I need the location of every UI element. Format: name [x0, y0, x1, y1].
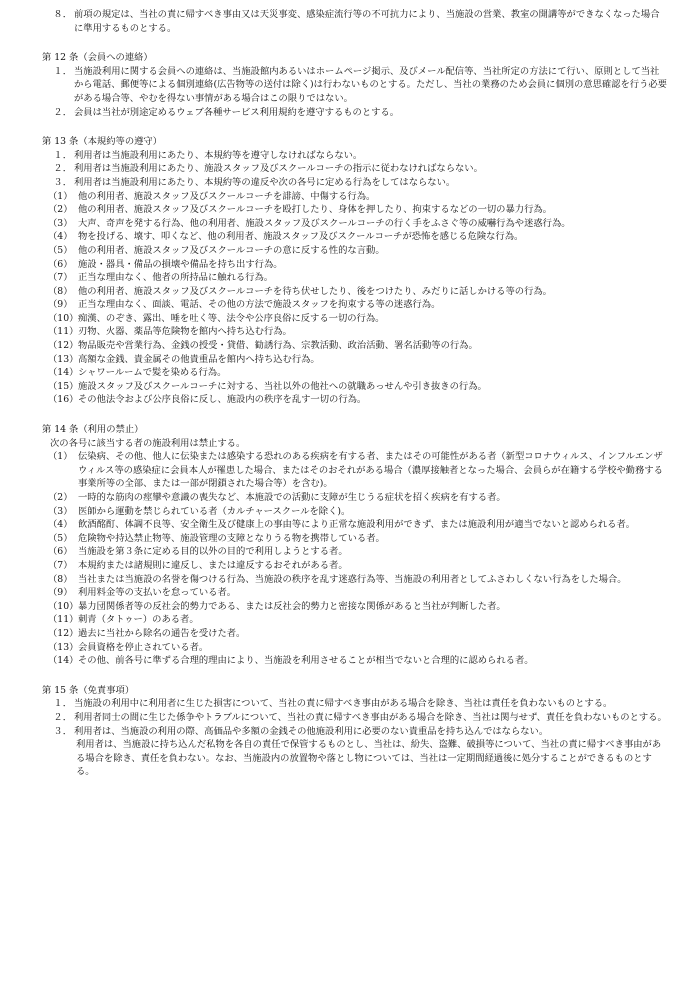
clause-number: ２．	[53, 711, 72, 723]
subclause	[42, 586, 668, 600]
subclause	[42, 298, 668, 312]
subclause	[42, 450, 668, 491]
subclause	[42, 339, 668, 353]
subclause-number: （7）	[48, 559, 73, 571]
subclause-number: （3）	[48, 505, 73, 517]
subclause-number: （15）	[48, 380, 79, 392]
subclause-text: 施設・器具・備品の損壊や備品を持ち出す行為。	[78, 258, 283, 270]
subclause-number: （9）	[48, 299, 73, 311]
subclause-text: 他の利用者、施設スタッフ及びスクールコーチを誹謗、中傷する行為。	[78, 190, 376, 202]
subclause-number: （10）	[48, 312, 79, 324]
clause-number: ２．	[53, 106, 72, 118]
subclause-number: （3）	[48, 217, 73, 229]
subclause	[42, 203, 668, 217]
subclause	[42, 613, 668, 627]
subclause	[42, 491, 668, 505]
subclause	[42, 627, 668, 641]
subclause-number: （6）	[48, 258, 73, 270]
clause-text: 当施設の利用中に利用者に生じた損害について、当社の責に帰すべき事由がある場合を除き、当社は責任を負わないものとする。	[74, 698, 613, 710]
subclause	[42, 505, 668, 519]
subclause-number: （14）	[48, 367, 79, 379]
clause-text: 会員は当社が別途定めるウェブ各種サービス利用規約を遵守するものとする。	[74, 106, 400, 118]
subclause-number: （13）	[48, 641, 79, 653]
subclause-number: （5）	[48, 244, 73, 256]
subclause-text: 一時的な筋肉の痙攣や意識の喪失など、本施設での活動に支障が生じうる症状を招く疾病を有する者。	[78, 492, 506, 503]
subclause-text: 医師から運動を禁じられている者（カルチャースクールを除く)。	[78, 505, 351, 517]
subclause-text: 正当な理由なく、面談、電話、その他の方法で施設スタッフを拘束する等の迷惑行為。	[78, 299, 441, 311]
clause-number: １．	[53, 149, 72, 161]
clause-number: ２．	[53, 163, 72, 175]
subclause	[42, 518, 668, 532]
subclause-number: （2）	[48, 204, 73, 216]
clause	[42, 162, 668, 176]
subclause-text: 施設スタッフ及びスクールコーチに対する、当社以外の他社への就職あっせんや引き抜きの行為。	[78, 380, 487, 392]
subclause	[42, 325, 668, 339]
subclause	[42, 258, 668, 272]
clause	[42, 725, 668, 739]
subclause-number: （12）	[48, 340, 79, 352]
clause-text: 利用者は当施設利用にあたり、本規約等の違反や次の各号に定める行為をしてはならない。	[74, 176, 456, 188]
clause-continuation: 利用者は、当施設に持ち込んだ私物を各自の責任で保管するものとし、当社は、紛失、盗難、破損等について、当社の責に帰すべき事由がある場合を除き、責任を負わない。なお、当施設内の放置物や落とし物については、当社は一定期間経過後に処分することができるものとする。	[76, 739, 662, 778]
subclause-number: （2）	[48, 492, 73, 503]
clause	[42, 697, 668, 711]
subclause-text: 物を投げる、壊す、叩くなど、他の利用者、施設スタッフ及びスクールコーチが恐怖を感じる危険な行為。	[78, 231, 524, 243]
article-14	[42, 423, 668, 668]
subclause-number: （12）	[48, 627, 79, 639]
subclause-number: （11）	[48, 326, 79, 338]
subclause-number: （4）	[48, 519, 73, 531]
clause	[42, 8, 668, 35]
subclause	[42, 600, 668, 614]
subclause	[42, 393, 668, 407]
subclause-text: 他の利用者、施設スタッフ及びスクールコーチを待ち伏せしたり、後をつけたり、みだりに話しかける等の行為。	[78, 285, 552, 297]
subclause-number: （11）	[48, 614, 79, 626]
subclause	[42, 366, 668, 380]
subclause	[42, 532, 668, 546]
article-13	[42, 135, 668, 407]
subclause-text: その他、前各号に準ずる合理的理由により、当施設を利用させることが相当でないと合理的に認められる者。	[78, 655, 534, 667]
clause	[42, 149, 668, 163]
subclause-text: 過去に当社から除名の通告を受けた者。	[78, 627, 246, 639]
clause-number: １．	[53, 65, 72, 77]
subclause-number: （10）	[48, 600, 79, 612]
clause-text: 利用者は当施設利用にあたり、施設スタッフ及びスクールコーチの指示に従わなければならない。	[74, 163, 483, 175]
subclause-number: （4）	[48, 231, 73, 243]
subclause-text: 当社または当施設の名誉を傷つける行為、当施設の秩序を乱す迷惑行為等、当施設の利用者としてふさわしくない行為をした場合。	[78, 573, 627, 585]
subclause-number: （1）	[48, 190, 73, 202]
subclause-text: 暴力団関係者等の反社会的勢力である、または反社会的勢力と密接な関係があると当社が判断した者。	[78, 600, 506, 612]
subclause	[42, 190, 668, 204]
subclause-number: （1）	[48, 451, 73, 463]
clause-number: ８．	[53, 9, 72, 20]
subclause-text: 刺青（タトゥー）のある者。	[78, 614, 199, 626]
article-13-title: 第 13 条（本規約等の遵守）	[42, 136, 163, 148]
clause-text: 当施設利用に関する会員への連絡は、当施設館内あるいはホームページ掲示、及びメール配信等、当社所定の方法にて行い、原則として当社から電話、郵便等による個別連絡(広告物等の送付は除く)は行わないものとする。ただし、当社の業務のため会員に個別の意思確認を行う必要がある場合等、やむを得ない事情がある場合はこの限りではない。	[74, 65, 667, 104]
subclause-text: 本規約または諸規則に違反し、または違反するおそれがある者。	[78, 559, 348, 571]
subclause-text: その他法令および公序良俗に反し、施設内の秩序を乱す一切の行為。	[78, 394, 367, 406]
clause	[42, 65, 668, 106]
article-14-title: 第 14 条（利用の禁止）	[42, 424, 144, 436]
subclause-text: 高額な金銭、貴金属その他貴重品を館内へ持ち込む行為。	[78, 353, 320, 365]
subclause	[42, 285, 668, 299]
subclause-text: 他の利用者、施設スタッフ及びスクールコーチの意に反する性的な言動。	[78, 244, 385, 256]
clause-number: ３．	[53, 176, 72, 188]
subclause	[42, 573, 668, 587]
subclause	[42, 217, 668, 231]
article-11-paragraph-8	[42, 8, 668, 35]
subclause	[42, 654, 668, 668]
article-15	[42, 684, 668, 779]
clause-text: 利用者同士の間に生じた係争やトラブルについて、当社の責に帰すべき事由がある場合を除き、当社は関与せず、責任を負わないものとする。	[74, 711, 667, 723]
subclause-text: 危険物や持込禁止物等、施設管理の支障となりうる物を携帯している者。	[78, 532, 385, 544]
subclause-number: （8）	[48, 573, 73, 585]
subclause-text: 痴漢、のぞき、露出、唾を吐く等、法令や公序良俗に反する一切の行為。	[78, 312, 385, 324]
clause-number: ３．	[53, 725, 72, 737]
clause-text: 利用者は当施設利用にあたり、本規約等を遵守しなければならない。	[74, 149, 363, 161]
subclause-text: 他の利用者、施設スタッフ及びスクールコーチを殴打したり、身体を押したり、拘束するなどの一切の暴力行為。	[78, 204, 552, 216]
subclause	[42, 353, 668, 367]
clause	[42, 176, 668, 190]
subclause-text: 当施設を第３条に定める目的以外の目的で利用しようとする者。	[78, 546, 348, 558]
subclause-number: （14）	[48, 655, 79, 667]
subclause-number: （8）	[48, 285, 73, 297]
subclause-text: 飲酒酩酊、体調不良等、安全衛生及び健康上の事由等により正常な施設利用ができず、または施設利用が適当でないと認められる者。	[78, 519, 636, 531]
subclause	[42, 244, 668, 258]
article-12	[42, 51, 668, 119]
subclause	[42, 380, 668, 394]
subclause-text: 正当な理由なく、他者の所持品に触れる行為。	[78, 272, 274, 284]
subclause-text: 会員資格を停止されている者。	[78, 641, 209, 653]
subclause-number: （9）	[48, 587, 73, 599]
subclause	[42, 545, 668, 559]
subclause	[42, 559, 668, 573]
subclause-text: 刃物、火器、薬品等危険物を館内へ持ち込む行為。	[78, 326, 292, 338]
clause	[42, 711, 668, 725]
subclause-text: 物品販売や営業行為、金銭の授受・貸借、勧誘行為、宗教活動、政治活動、署名活動等の行為。	[78, 340, 478, 352]
clause-number: １．	[53, 698, 72, 710]
subclause-number: （6）	[48, 546, 73, 558]
article-12-title: 第 12 条（会員への連絡）	[42, 52, 153, 64]
clause	[42, 106, 668, 120]
subclause	[42, 230, 668, 244]
clause-text: 前項の規定は、当社の責に帰すべき事由又は天災事変、感染症流行等の不可抗力により、当施設の営業、教室の開講等ができなくなった場合に準用するものとする。	[74, 9, 660, 34]
subclause-number: （5）	[48, 532, 73, 544]
article-14-lead: 次の各号に該当する者の施設利用は禁止する。	[50, 437, 246, 449]
subclause-number: （13）	[48, 353, 79, 365]
subclause-text: 大声、奇声を発する行為、他の利用者、施設スタッフ及びスクールコーチの行く手をふさぐ等の威嚇行為や迷惑行為。	[78, 217, 571, 229]
article-15-title: 第 15 条（免責事項）	[42, 684, 135, 696]
subclause	[42, 271, 668, 285]
subclause-text: 伝染病、その他、他人に伝染または感染する恐れのある疾病を有する者、またはその可能性がある者（新型コロナウィルス、インフルエンザウィルス等の感染症に会員本人が罹患した場合、またはそのおそれがある場合（濃厚接触者となった場合、会員らが在籍する学校や勤務する事業所等の全部、または一部が閉鎖された場合等）を含む)。	[78, 451, 663, 490]
subclause-number: （16）	[48, 394, 79, 406]
subclause-text: シャワールームで髪を染める行為。	[78, 367, 227, 379]
subclause	[42, 312, 668, 326]
clause-text: 利用者は、当施設の利用の際、高価品や多額の金銭その他施設利用に必要のない貴重品を持ち込んではならない。	[74, 725, 549, 737]
subclause	[42, 641, 668, 655]
subclause-text: 利用料金等の支払いを怠っている者。	[78, 587, 237, 599]
subclause-number: （7）	[48, 272, 73, 284]
